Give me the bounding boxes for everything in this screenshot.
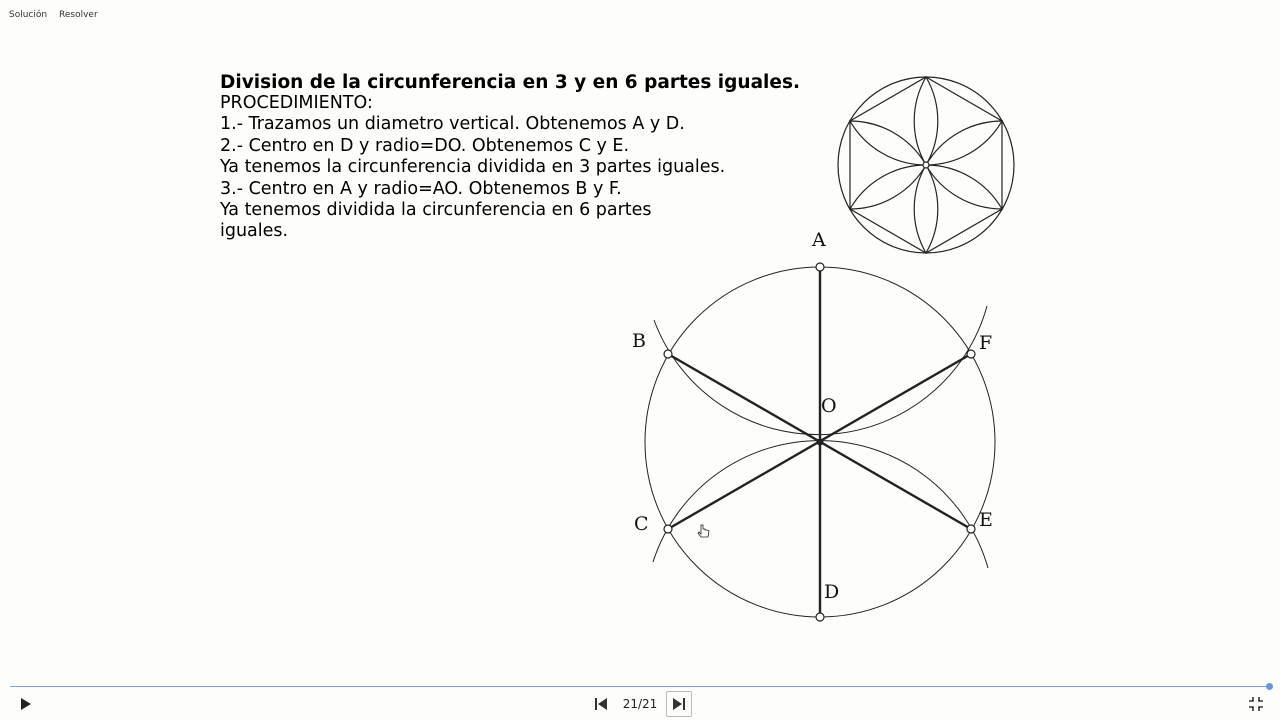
- point-e-marker: [967, 525, 975, 533]
- point-a-marker: [816, 263, 824, 271]
- text-line: 2.- Centro en D y radio=DO. Obtenemos C y E.: [220, 135, 630, 156]
- point-d-marker: [816, 613, 824, 621]
- point-b-marker: [664, 350, 672, 358]
- previous-slide-icon[interactable]: [593, 697, 609, 711]
- slide-title: Division de la circunferencia en 3 y en 6 partes iguales.: [220, 72, 800, 93]
- flower-petal: [914, 77, 938, 165]
- menu-resolver[interactable]: Resolver: [59, 10, 98, 20]
- text-line: 1.- Trazamos un diametro vertical. Obtenemos A y D.: [220, 114, 685, 135]
- progress-bar[interactable]: [10, 686, 1270, 687]
- slide-counter: 21/21: [622, 697, 658, 711]
- text-line: 3.- Centro en A y radio=AO. Obtenemos B y F.: [220, 178, 622, 199]
- text-line: PROCEDIMIENTO:: [220, 93, 373, 113]
- point-f-marker: [967, 350, 975, 358]
- label-c: C: [634, 513, 649, 535]
- flower-center: [923, 162, 929, 168]
- progress-knob[interactable]: [1266, 683, 1273, 690]
- flower-figure: [838, 77, 1014, 253]
- menu-solucion[interactable]: Solución: [9, 10, 48, 20]
- exit-fullscreen-icon[interactable]: [1249, 697, 1263, 711]
- flower-petal: [914, 165, 938, 253]
- label-b: B: [632, 330, 646, 352]
- construction-figure: [645, 263, 995, 621]
- label-o: O: [821, 395, 837, 417]
- point-o-marker: [817, 439, 823, 445]
- label-f: F: [979, 332, 993, 354]
- next-slide-button[interactable]: [666, 691, 692, 717]
- hand-cursor-icon: [698, 525, 709, 537]
- text-line: Ya tenemos dividida la circunferencia en 6 partes: [220, 200, 652, 221]
- label-a: A: [812, 229, 826, 251]
- text-line: Ya tenemos la circunferencia dividida en 3 partes iguales.: [220, 157, 726, 178]
- point-c-marker: [664, 525, 672, 533]
- text-line: iguales.: [220, 221, 289, 242]
- next-slide-icon: [667, 692, 691, 716]
- player-controls: [0, 680, 1280, 720]
- label-e: E: [979, 509, 993, 531]
- play-icon[interactable]: [18, 697, 32, 711]
- label-d: D: [824, 581, 840, 603]
